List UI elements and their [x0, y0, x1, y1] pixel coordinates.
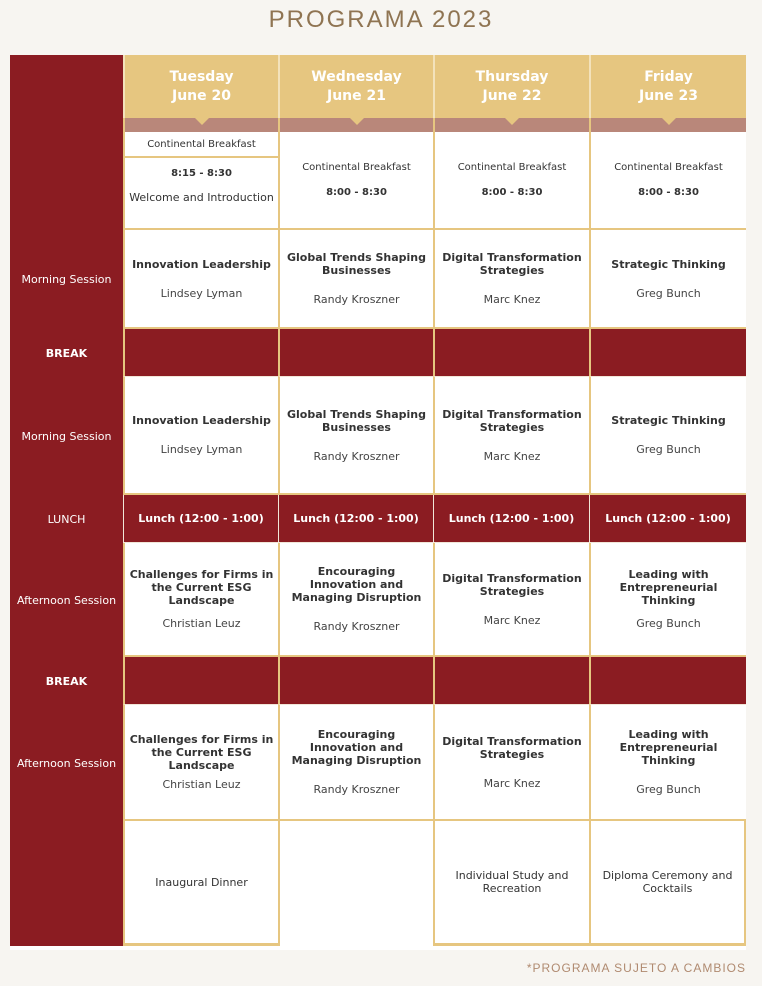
session-topic: Innovation Leadership: [132, 414, 271, 427]
session-topic: Innovation Leadership: [132, 257, 271, 271]
evening-event: Inaugural Dinner: [155, 875, 248, 889]
schedule-table: [10, 55, 746, 950]
session-topic: Leading with Entrepreneurial Thinking: [619, 568, 718, 607]
breakfast-time: 8:00 - 8:30: [638, 187, 699, 198]
session-topic: Digital Transformation Strategies: [442, 571, 582, 598]
break-cell: [278, 329, 433, 377]
evening-cell: [278, 821, 433, 946]
row-label-afternoon-session: Afternoon Session: [10, 705, 123, 821]
session-speaker: Christian Leuz: [162, 778, 241, 791]
breakfast-label: Continental Breakfast: [457, 162, 567, 173]
day-header-friday: [589, 55, 746, 118]
session-cell: [278, 230, 433, 329]
session-speaker: Christian Leuz: [162, 617, 241, 630]
lunch-cell: Lunch (12:00 - 1:00): [123, 495, 278, 543]
breakfast-label: Continental Breakfast: [614, 162, 723, 173]
break-cell: [123, 329, 278, 377]
evening-event: Diploma Ceremony and Cocktails: [602, 869, 733, 895]
session-speaker: Randy Kroszner: [313, 449, 400, 463]
row-label-morning-session: Morning Session: [10, 377, 123, 495]
session-cell: [589, 230, 746, 329]
breakfast-label: Continental Breakfast: [125, 132, 278, 158]
session-topic: Digital Transformation Strategies: [442, 407, 582, 434]
session-speaker: Greg Bunch: [636, 443, 701, 456]
breakfast-cell-tuesday: [123, 132, 278, 230]
welcome-label: Welcome and Introduction: [129, 191, 274, 204]
session-speaker: Greg Bunch: [636, 783, 701, 796]
session-topic: Global Trends Shaping Businesses: [286, 251, 427, 277]
session-cell: [589, 543, 746, 657]
session-speaker: Marc Knez: [483, 776, 541, 790]
evening-cell: [123, 821, 278, 946]
day-date: June 23: [639, 87, 698, 104]
session-speaker: Randy Kroszner: [313, 783, 400, 796]
session-cell: [123, 377, 278, 495]
break-cell: [433, 657, 589, 705]
session-speaker: Lindsey Lyman: [160, 443, 243, 456]
break-cell: [123, 657, 278, 705]
day-header-wednesday: [278, 55, 433, 118]
row-label-break: BREAK: [10, 329, 123, 377]
header-notch: [123, 118, 278, 132]
row-label-evening: [10, 821, 123, 946]
header-notch: [589, 118, 746, 132]
break-cell: [589, 329, 746, 377]
session-cell: [123, 705, 278, 821]
day-name: Thursday: [475, 68, 549, 85]
header-notch: [278, 118, 433, 132]
session-cell: [589, 705, 746, 821]
breakfast-time: 8:00 - 8:30: [481, 187, 543, 198]
evening-cell: [433, 821, 589, 946]
day-header-tuesday: [123, 55, 278, 118]
session-speaker: Greg Bunch: [636, 286, 701, 300]
session-speaker: Marc Knez: [483, 613, 541, 627]
breakfast-label: Continental Breakfast: [302, 162, 411, 173]
session-cell: [433, 377, 589, 495]
day-name: Friday: [644, 68, 693, 85]
session-topic: Strategic Thinking: [611, 257, 726, 271]
break-cell: [589, 657, 746, 705]
breakfast-cell-thursday: [433, 132, 589, 230]
session-topic: Global Trends Shaping Businesses: [286, 407, 427, 434]
session-topic: Leading with Entrepreneurial Thinking: [619, 728, 718, 767]
session-topic: Strategic Thinking: [611, 414, 726, 427]
day-name: Tuesday: [169, 68, 234, 85]
session-cell: [433, 705, 589, 821]
lunch-cell: Lunch (12:00 - 1:00): [589, 495, 746, 543]
session-topic: Challenges for Firms in the Current ESG Landscape: [129, 733, 274, 772]
row-label-breakfast: [10, 55, 123, 230]
breakfast-time: 8:15 - 8:30: [171, 168, 232, 179]
session-cell: [278, 377, 433, 495]
evening-cell: [589, 821, 746, 946]
session-topic: Encouraging Innovation and Managing Disruption: [291, 565, 422, 604]
evening-event: Individual Study and Recreation: [455, 869, 569, 895]
day-date: June 22: [482, 87, 542, 104]
day-header-thursday: [433, 55, 589, 118]
session-speaker: Lindsey Lyman: [160, 286, 243, 300]
session-speaker: Greg Bunch: [636, 617, 701, 630]
session-topic: Digital Transformation Strategies: [442, 251, 582, 277]
session-topic: Challenges for Firms in the Current ESG Landscape: [129, 568, 274, 607]
session-speaker: Marc Knez: [483, 293, 541, 306]
session-speaker: Randy Kroszner: [313, 620, 400, 633]
session-topic: Encouraging Innovation and Managing Disruption: [291, 728, 422, 767]
row-label-lunch: LUNCH: [10, 495, 123, 543]
session-cell: [123, 543, 278, 657]
day-date: June 21: [327, 87, 386, 104]
session-topic: Digital Transformation Strategies: [442, 734, 582, 761]
break-cell: [278, 657, 433, 705]
session-cell: [123, 230, 278, 329]
footnote: *PROGRAMA SUJETO A CAMBIOS: [526, 961, 746, 975]
session-cell: [278, 543, 433, 657]
lunch-cell: Lunch (12:00 - 1:00): [278, 495, 433, 543]
row-label-afternoon-session: Afternoon Session: [10, 543, 123, 657]
breakfast-cell-friday: [589, 132, 746, 230]
break-cell: [433, 329, 589, 377]
breakfast-time: 8:00 - 8:30: [326, 187, 387, 198]
lunch-cell: Lunch (12:00 - 1:00): [433, 495, 589, 543]
breakfast-cell-wednesday: [278, 132, 433, 230]
header-notch: [433, 118, 589, 132]
session-cell: [433, 230, 589, 329]
day-date: June 20: [172, 87, 231, 104]
session-cell: [589, 377, 746, 495]
row-label-break: BREAK: [10, 657, 123, 705]
session-speaker: Randy Kroszner: [313, 293, 400, 306]
session-cell: [278, 705, 433, 821]
session-cell: [433, 543, 589, 657]
page-title: PROGRAMA 2023: [268, 6, 494, 33]
session-speaker: Marc Knez: [483, 449, 541, 463]
day-name: Wednesday: [311, 68, 402, 85]
row-label-morning-session: Morning Session: [10, 230, 123, 329]
